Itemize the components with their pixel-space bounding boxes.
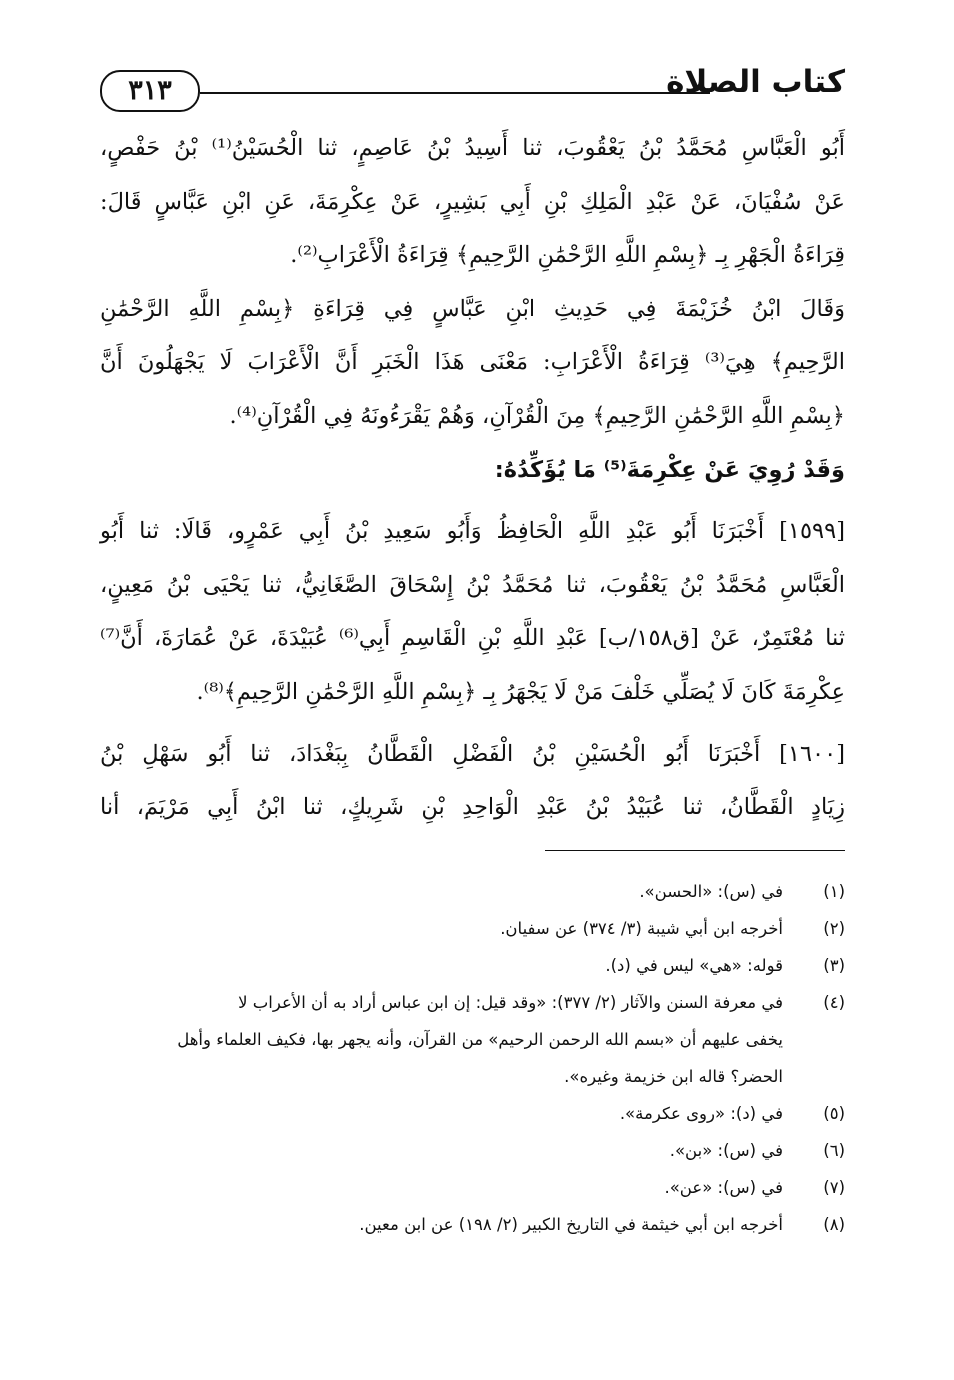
footnote-item [100,1132,845,1169]
footnote-text-line: الحضر؟ قاله ابن خزيمة وغيره». [564,1067,783,1086]
section-heading: وَقَدْ رُوِيَ عَنْ عِكْرِمَةَ⁽⁵⁾ مَا يُؤَكِّدُهُ: [494,456,845,483]
footnote-item [100,947,845,984]
footnote-item [100,1095,845,1132]
text-line: الرَّحِيمِ﴾ هِيَ⁽³⁾ قِرَاءَةُ الْأَعْرَابِ: مَعْنَى هَذَا الْخَبَرِ أَنَّ الْأَعْرَابَ لَا يَجْهَلُونَ أَنَّ [100,349,845,376]
footnote-text: أخرجه ابن أبي شيبة (٣/ ٣٧٤) عن سفيان. [500,919,783,938]
footnote-number: (٢) [823,919,845,938]
text-line: وَقَالَ ابْنُ خُزَيْمَةَ فِي حَدِيثِ ابْنِ عَبَّاسٍ فِي قِرَاءَةِ ﴿بِسْمِ اللَّهِ الرَّحْمَٰنِ [100,295,845,322]
footnote-item [100,984,845,1095]
main-text [100,122,845,835]
footnote-number: (١) [823,882,845,901]
page-header [100,60,845,120]
text-line: قِرَاءَةُ الْجَهْرِ بِـ ﴿بِسْمِ اللَّهِ الرَّحْمَٰنِ الرَّحِيمِ﴾ قِرَاءَةُ الْأَعْرَابِ⁽²⁾. [290,242,845,269]
text-line: ﴿بِسْمِ اللَّهِ الرَّحْمَٰنِ الرَّحِيمِ﴾ مِنَ الْقُرْآنِ، وَهُمْ يَقْرَءُونَهُ فِي الْقُرْآنِ⁽⁴⁾. [229,402,845,429]
footnotes [100,873,845,1243]
text-line: أَبُو الْعَبَّاسِ مُحَمَّدُ بْنُ يَعْقُوبَ، ثنا أَسِيدُ بْنُ عَاصِمٍ، ثنا الْحُسَيْنُ⁽¹⁾ بْنُ حَفْصٍ، [100,135,845,161]
page-number: ٣١٣ [100,70,200,112]
footnote-number: (٥) [823,1104,845,1123]
text-line: الْعَبَّاسِ مُحَمَّدُ بْنُ يَعْقُوبَ، ثنا مُحَمَّدُ بْنُ إِسْحَاقَ الصَّغَانِيُّ، ثنا يَحْيَى بْنُ مَعِينٍ، [100,571,845,598]
footnote-divider [545,850,845,851]
footnote-number: (٨) [823,1215,845,1234]
footnote-text: أخرجه ابن أبي خيثمة في التاريخ الكبير (٢/ ١٩٨) عن ابن معين. [359,1215,783,1234]
footnote-item [100,1169,845,1206]
footnote-text: في (د): «روى عكرمة». [619,1104,783,1123]
footnote-item [100,873,845,910]
text-line: [١٥٩٩] أَخْبَرَنَا أَبُو عَبْدِ اللَّهِ الْحَافِظُ وَأَبُو سَعِيدِ بْنُ أَبِي عَمْرٍو، قَالَا: ثنا أَبُو [100,518,845,545]
footnote-text-line: في معرفة السنن والآثار (٢/ ٣٧٧): «وقد قيل: إن ابن عباس أراد به أن الأعراب لا [238,993,783,1012]
footnote-text: قوله: «هي» ليس في (د). [605,956,783,975]
footnote-number: (٤) [823,993,845,1012]
footnote-text-line: يخفى عليهم أن «بسم الله الرحمن الرحيم» من القرآن، وأنه يجهر بها، فكيف العلماء وأهل [177,1030,783,1049]
book-title: كتاب الصلاة [666,64,845,100]
text-line: ثنا مُعْتَمِرٌ، عَنْ [ق١٥٨/ب] عَبْدِ اللَّهِ بْنِ الْقَاسِمِ أَبِي⁽⁶⁾ عُبَيْدَةَ، عَنْ عُمَارَةَ، أَنَّ⁽⁷⁾ [100,625,845,652]
footnote-text: في (س): «الحسن». [639,882,783,901]
footnote-number: (٦) [823,1141,845,1160]
header-rule [200,92,710,94]
footnote-text: في (س): «بن». [669,1141,783,1160]
footnote-number: (٣) [823,956,845,975]
text-line: [١٦٠٠] أَخْبَرَنَا أَبُو الْحُسَيْنِ بْنُ الْفَضْلِ الْقَطَّانُ بِبَغْدَادَ، ثنا أَبُو سَهْلِ بْنُ [100,740,845,767]
footnote-text: في (س): «عن». [664,1178,783,1197]
footnote-item [100,1206,845,1243]
text-line: عِكْرِمَةَ كَانَ لَا يُصَلِّي خَلْفَ مَنْ لَا يَجْهَرُ بِـ ﴿بِسْمِ اللَّهِ الرَّحْمَٰنِ الرَّحِيمِ﴾⁽⁸⁾. [196,678,845,705]
text-line: زِيَادٍ الْقَطَّانُ، ثنا عُبَيْدُ بْنُ عَبْدِ الْوَاحِدِ بْنِ شَرِيكٍ، ثنا ابْنُ أَبِي مَرْيَمَ، أنا [100,794,845,821]
footnote-number: (٧) [823,1178,845,1197]
text-line: عَنْ سُفْيَانَ، عَنْ عَبْدِ الْمَلِكِ بْنِ أَبِي بَشِيرٍ، عَنْ عِكْرِمَةَ، عَنِ ابْنِ عَبَّاسٍ قَالَ: [100,188,845,215]
footnote-item [100,910,845,947]
